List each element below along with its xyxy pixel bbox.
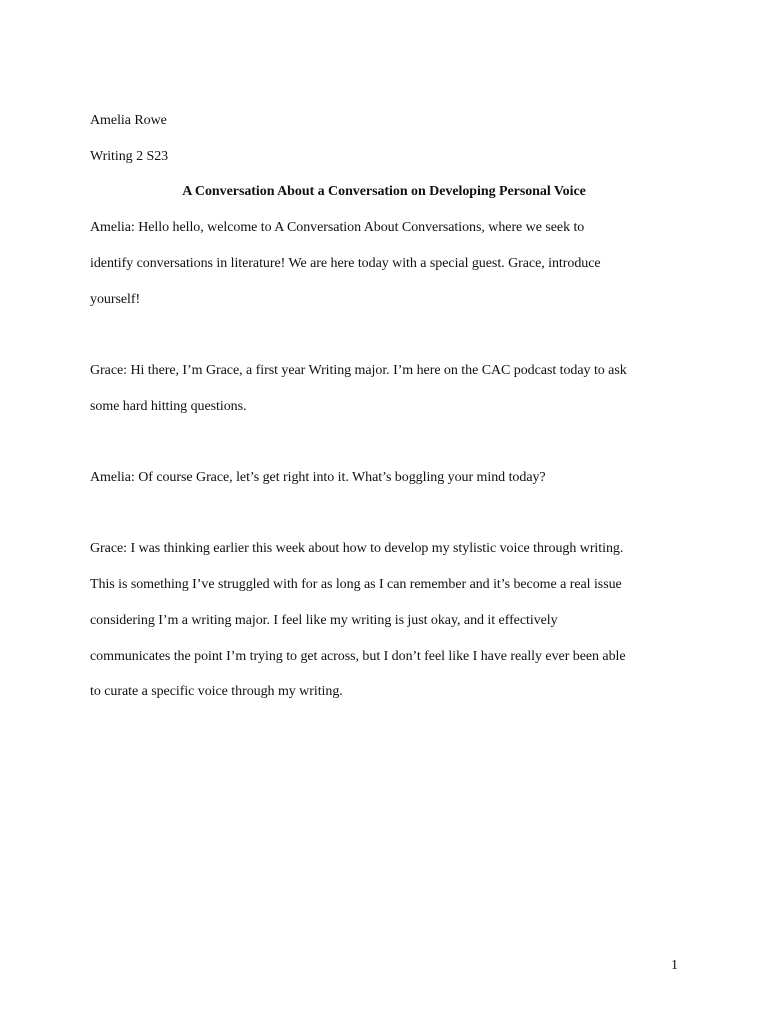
paragraph-line: Grace: I was thinking earlier this week about how to develop my stylistic voice through writing. xyxy=(90,541,624,557)
paragraph-line: Amelia: Hello hello, welcome to A Conversation About Conversations, where we seek to xyxy=(90,220,585,236)
paragraph-line: communicates the point I’m trying to get across, but I don’t feel like I have really ever been able xyxy=(90,648,626,664)
paragraph-line: considering I’m a writing major. I feel like my writing is just okay, and it effectively xyxy=(90,612,558,628)
paragraph-line: some hard hitting questions. xyxy=(90,398,247,414)
paragraph-1 xyxy=(90,210,690,317)
paragraph-line: Amelia: Of course Grace, let’s get right into it. What’s boggling your mind today? xyxy=(90,470,546,486)
blank-line xyxy=(90,424,690,460)
paragraph-2 xyxy=(90,353,690,424)
paragraph-line: This is something I’ve struggled with for as long as I can remember and it’s become a real issue xyxy=(90,577,622,593)
document-body xyxy=(90,103,690,710)
paragraph-4 xyxy=(90,531,690,710)
paragraph-line: Grace: Hi there, I’m Grace, a first year Writing major. I’m here on the CAC podcast today to ask xyxy=(90,362,627,378)
course-name: Writing 2 S23 xyxy=(90,148,169,164)
document-title: A Conversation About a Conversation on Developing Personal Voice xyxy=(182,184,586,200)
paragraph-3 xyxy=(90,460,690,496)
paragraph-line: identify conversations in literature! We are here today with a special guest. Grace, introduce xyxy=(90,255,601,271)
paragraph-line: yourself! xyxy=(90,291,141,307)
blank-line xyxy=(90,317,690,353)
blank-line xyxy=(90,496,690,532)
page-number: 1 xyxy=(671,958,678,973)
author-name: Amelia Rowe xyxy=(90,113,167,128)
paragraph-line: to curate a specific voice through my writing. xyxy=(90,684,343,700)
